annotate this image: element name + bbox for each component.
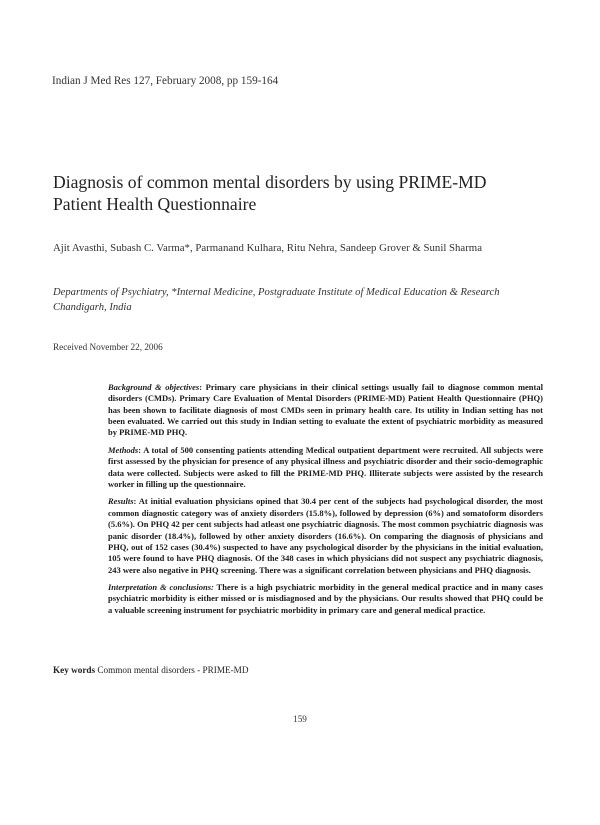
methods-text: : A total of 500 consenting patients attending Medical outpatient department were recruited. All subjects were first assessed by the physician for presence of any physical illness and psychiatric disorder and their socio-demographic data were collected. Subjects were asked to fill the PRIME-MD PHQ. Illiterate subjects were assisted by the research worker in filling up the questionnaire. bbox=[108, 444, 543, 489]
abstract-results bbox=[108, 496, 543, 575]
abstract-interpretation bbox=[108, 582, 543, 616]
affiliation: Departments of Psychiatry, *Internal Medicine, Postgraduate Institute of Medical Education & Research Chandigarh, India bbox=[53, 287, 500, 313]
page-number: 159 bbox=[293, 714, 307, 724]
journal-citation: Indian J Med Res 127, February 2008, pp 159-164 bbox=[52, 75, 279, 87]
keywords bbox=[53, 665, 248, 675]
background-text: : Primary care physicians in their clinical settings usually fail to diagnose common mental disorders (CMDs). Primary Care Evaluation of Mental Disorders (PRIME-MD) Patient Health Questionnaire (PHQ) has been shown to facilitate diagnosis of most CMDs seen in primary health care. Its utility in Indian setting has not been evaluated. We carried out this study in Indian setting to evaluate the extent of psychiatric morbidity as measured by PRIME-MD PHQ. bbox=[108, 382, 543, 438]
keywords-label: Key words bbox=[53, 665, 96, 675]
methods-heading: Methods bbox=[108, 444, 139, 455]
abstract-methods bbox=[108, 445, 543, 490]
article-title-line-1: Diagnosis of common mental disorders by using PRIME-MD bbox=[53, 172, 487, 192]
results-text: : At initial evaluation physicians opined that 30.4 per cent of the subjects had psychological disorder, the most common diagnostic category was of anxiety disorders (15.8%), followed by depression (6%) and somatoform disorders (5.6%). On PHQ 42 per cent subjects had atleast one psychiatric diagnosis. The most common psychiatric diagnosis was panic disorder (18.4%), followed by other anxiety disorders (16.6%). On comparing the diagnosis of physicians and PHQ, out of 152 cases (30.4%) suspected to have any psychological disorder by the physicians in the initial evaluation, 105 were found to have PHQ diagnosis. Of the 348 cases in which physicians did not suspect any psychiatric diagnosis, 243 were also negative in PHQ screening. There was a significant correlation between physicians and PHQ diagnosis. bbox=[108, 496, 543, 575]
interpretation-heading: Interpretation & conclusions: bbox=[108, 582, 214, 593]
author-list: Ajit Avasthi, Subash C. Varma*, Parmanand Kulhara, Ritu Nehra, Sandeep Grover & Sunil Sharma bbox=[53, 242, 483, 254]
article-title-line-2: Patient Health Questionnaire bbox=[53, 194, 257, 214]
received-date: Received November 22, 2006 bbox=[53, 342, 163, 352]
abstract bbox=[108, 382, 543, 622]
abstract-background bbox=[108, 382, 543, 439]
interpretation-text: There is a high psychiatric morbidity in the general medical practice and in many cases psychiatric morbidity is either missed or is misdiagnosed and by the physicians. Our results showed that PHQ could be a valuable screening instrument for psychiatric morbidity in primary care and general medical practice. bbox=[108, 582, 543, 615]
results-heading: Results bbox=[108, 496, 134, 507]
article-title bbox=[53, 171, 553, 215]
keywords-text: Common mental disorders - PRIME-MD bbox=[95, 665, 249, 675]
background-heading: Background & objectives bbox=[108, 382, 200, 392]
